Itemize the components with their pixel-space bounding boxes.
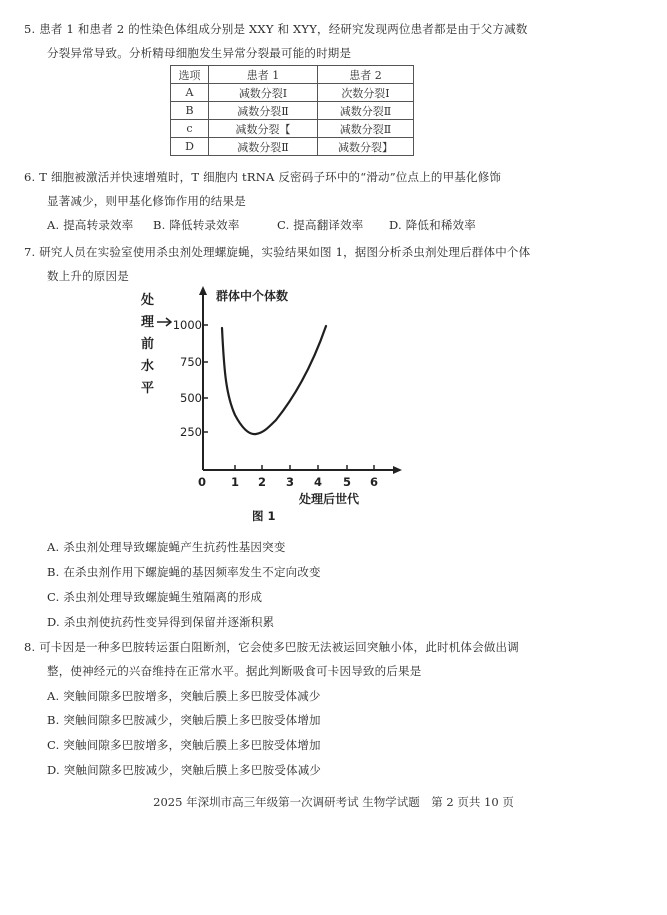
q8-stem-line-2: 整，使神经元的兴奋维持在正常水平。据此判断吸食可卡因导致的后果是 <box>47 664 422 678</box>
q8-option-b: B. 突触间隙多巴胺减少，突触后膜上多巴胺受体增加 <box>47 713 321 727</box>
y-tick-labels <box>173 318 202 439</box>
q8-option-c: C. 突触间隙多巴胺增多，突触后膜上多巴胺受体增加 <box>47 738 321 752</box>
table-cell: 减数分裂Ⅱ <box>209 138 318 156</box>
q8-option-d: D. 突触间隙多巴胺减少，突触后膜上多巴胺受体减少 <box>47 763 322 777</box>
table-cell: 次数分裂Ⅰ <box>318 84 414 102</box>
svg-text:前: 前 <box>141 337 155 352</box>
svg-text:1: 1 <box>230 475 240 489</box>
table-header: 选项 <box>171 66 209 84</box>
q7-option-b: B. 在杀虫剂作用下螺旋蝇的基因频率发生不定向改变 <box>47 565 321 579</box>
table-header: 患者 1 <box>209 66 318 84</box>
population-curve <box>222 326 326 434</box>
q8-option-a: A. 突触间隙多巴胺增多，突触后膜上多巴胺受体减少 <box>47 689 321 703</box>
y-axis-arrow-icon <box>199 286 207 295</box>
q6-stem-line-2: 显著减少，则甲基化修饰作用的结果是 <box>47 194 246 208</box>
q7-option-a: A. 杀虫剂处理导致螺旋蝇产生抗药性基因突变 <box>47 540 286 554</box>
q8-stem-line-1 <box>24 639 519 655</box>
q5-stem-text: 患者 1 和患者 2 的性染色体组成分别是 XXY 和 XYY，经研究发现两位患者都是由于父方减数 <box>39 22 528 36</box>
svg-text:3: 3 <box>285 475 295 489</box>
q7-option-d: D. 杀虫剂使抗药性变异得到保留并逐渐积累 <box>47 615 275 629</box>
q6-option-b: B. 降低转录效率 <box>153 218 240 232</box>
svg-text:250: 250 <box>180 425 202 439</box>
svg-text:理: 理 <box>141 315 155 330</box>
svg-text:500: 500 <box>180 391 202 405</box>
q5-stem-line-2: 分裂异常导致。分析精母细胞发生异常分裂最可能的时期是 <box>47 46 352 60</box>
table-cell: 减数分裂Ⅱ <box>209 102 318 120</box>
y-axis-title: 群体中个体数 <box>216 289 289 303</box>
table-cell: 减数分裂Ⅱ <box>318 120 414 138</box>
q6-stem-text: T 细胞被激活并快速增殖时，T 细胞内 tRNA 反密码子环中的“滑动”位点上的甲基化修饰 <box>39 170 502 184</box>
table-cell: c <box>171 120 209 138</box>
axes <box>203 292 398 470</box>
svg-text:4: 4 <box>313 475 323 489</box>
svg-text:5: 5 <box>342 475 352 489</box>
table-cell: 减数分裂Ⅰ <box>209 84 318 102</box>
svg-text:0: 0 <box>197 475 207 489</box>
q7-option-c: C. 杀虫剂处理导致螺旋蝇生殖隔离的形成 <box>47 590 263 604</box>
pre-treatment-label <box>140 292 155 396</box>
table-cell: 减数分裂Ⅱ <box>318 102 414 120</box>
table-cell: 减数分裂【 <box>209 120 318 138</box>
page-footer: 2025 年深圳市高三年级第一次调研考试 生物学试题 第 2 页共 10 页 <box>153 795 514 809</box>
q7-stem-text: 研究人员在实验室使用杀虫剂处理螺旋蝇，实验结果如图 1，据图分析杀虫剂处理后群体中个体 <box>39 245 531 259</box>
table-cell: A <box>171 84 209 102</box>
figure-caption: 图 1 <box>252 509 276 523</box>
svg-text:水: 水 <box>141 359 155 374</box>
q7-stem-line-2: 数上升的原因是 <box>47 269 129 283</box>
x-tick-labels <box>198 475 378 489</box>
q6-option-a: A. 提高转录效率 <box>47 218 134 232</box>
q5-number: 5. <box>24 22 36 36</box>
table-header: 患者 2 <box>318 66 414 84</box>
x-axis-title: 处理后世代 <box>299 492 360 506</box>
svg-text:1000: 1000 <box>172 318 202 332</box>
svg-text:平: 平 <box>141 381 155 396</box>
table-cell: D <box>171 138 209 156</box>
svg-text:2: 2 <box>257 475 267 489</box>
q6-option-d: D. 降低和稀效率 <box>389 218 476 232</box>
q6-number: 6. <box>24 170 36 184</box>
table-cell: B <box>171 102 209 120</box>
q6-option-c: C. 提高翻译效率 <box>277 218 364 232</box>
q7-number: 7. <box>24 245 36 259</box>
svg-text:750: 750 <box>180 355 202 369</box>
q8-stem-text: 可卡因是一种多巴胺转运蛋白阻断剂，它会使多巴胺无法被运回突触小体，此时机体会做出调 <box>39 640 519 654</box>
svg-text:处: 处 <box>141 293 155 308</box>
q8-number: 8. <box>24 640 36 654</box>
arrow-right-icon <box>157 318 171 326</box>
x-axis-arrow-icon <box>393 466 402 474</box>
svg-text:6: 6 <box>369 475 379 489</box>
table-cell: 减数分裂】 <box>318 138 414 156</box>
